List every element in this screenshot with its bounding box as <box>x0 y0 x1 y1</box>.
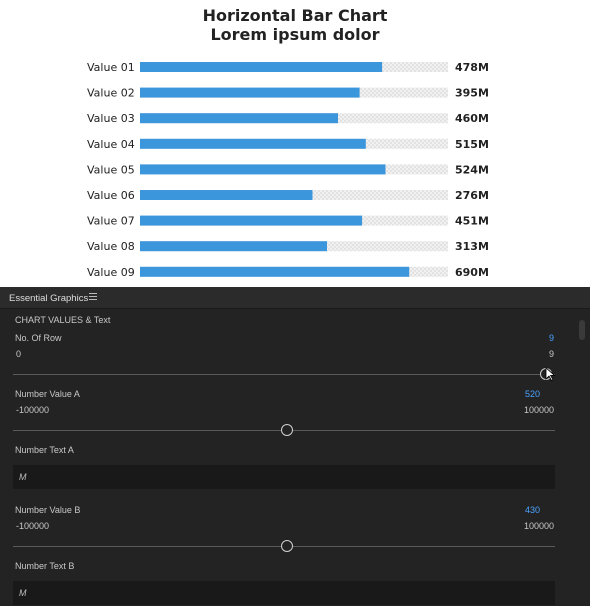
number-b-label: Number Value B <box>15 505 81 515</box>
bar <box>140 88 360 98</box>
text-a-field[interactable] <box>13 465 555 489</box>
text-a-label: Number Text A <box>15 445 74 455</box>
number-a-value[interactable]: 520 <box>524 389 540 399</box>
bar-value-label: 451M <box>455 214 489 228</box>
number-a-max: 100000 <box>523 405 554 415</box>
bar-category-label: Value 01 <box>87 61 135 74</box>
bar-category-label: Value 06 <box>87 189 135 202</box>
number-b-min: -100000 <box>16 521 50 531</box>
number-a-min: -100000 <box>16 405 50 415</box>
number-a-label: Number Value A <box>15 389 80 399</box>
bar-category-label: Value 09 <box>87 265 135 279</box>
panel-title: Essential Graphics <box>9 293 89 304</box>
essential-graphics-panel <box>0 287 590 606</box>
bar <box>140 62 382 72</box>
bar-value-label: 460M <box>455 112 489 126</box>
bar-category-label: Value 07 <box>87 214 135 228</box>
bar-chart <box>0 0 590 287</box>
panel-header <box>0 287 590 309</box>
bar-category-label: Value 08 <box>87 240 135 254</box>
bar <box>140 216 362 226</box>
rows-label: No. Of Row <box>15 333 62 343</box>
rows-slider-track[interactable] <box>13 374 555 375</box>
number-b-value[interactable]: 430 <box>524 505 540 515</box>
text-b-label: Number Text B <box>15 561 75 571</box>
bar <box>140 241 327 251</box>
bar <box>140 113 338 123</box>
panel-scrollbar[interactable] <box>578 320 586 606</box>
bar <box>140 267 409 277</box>
bar-category-label: Value 04 <box>87 137 135 151</box>
bar-value-label: 313M <box>455 240 489 254</box>
chart-title: Horizontal Bar Chart <box>202 6 388 25</box>
bar-value-label: 276M <box>455 189 489 202</box>
rows-value[interactable]: 9 <box>548 333 554 343</box>
bar-category-label: Value 03 <box>87 112 135 126</box>
bar-value-label: 478M <box>455 61 489 74</box>
section-title: CHART VALUES & Text <box>15 315 111 325</box>
bar <box>140 139 366 149</box>
bar-value-label: 690M <box>455 265 489 279</box>
text-a-input[interactable] <box>13 465 555 489</box>
bar-category-label: Value 05 <box>87 163 135 177</box>
mouse-pointer-icon <box>545 367 557 381</box>
bar-category-label: Value 02 <box>87 86 135 100</box>
scrollbar-thumb[interactable] <box>579 320 585 340</box>
bar-value-label: 515M <box>455 137 489 151</box>
text-b-field[interactable] <box>13 581 555 605</box>
bar-value-label: 395M <box>455 86 489 100</box>
hamburger-menu-icon[interactable] <box>89 293 97 300</box>
bar <box>140 190 313 200</box>
number-b-max: 100000 <box>523 521 554 531</box>
bar <box>140 164 386 174</box>
number-a-slider-thumb[interactable] <box>281 424 293 436</box>
text-b-input[interactable] <box>13 581 555 605</box>
rows-max: 9 <box>548 349 554 359</box>
bar-value-label: 524M <box>455 163 489 177</box>
chart-subtitle: Lorem ipsum dolor <box>210 25 380 44</box>
number-b-slider-thumb[interactable] <box>281 540 293 552</box>
chart-preview <box>0 0 590 287</box>
rows-min: 0 <box>16 349 22 359</box>
